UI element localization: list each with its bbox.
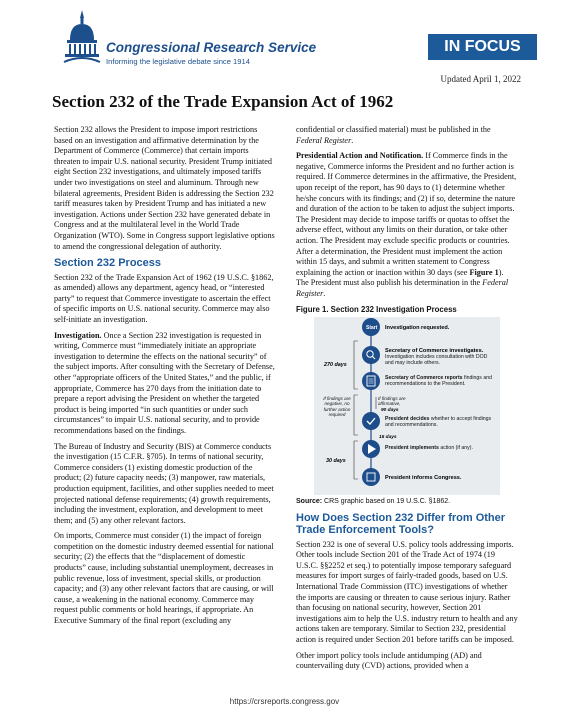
figure-reference: Figure 1 — [469, 267, 499, 277]
source-text: CRS graphic based on 19 U.S.C. §1862. — [322, 498, 451, 506]
footer-url[interactable] — [0, 697, 569, 706]
right-column — [296, 125, 518, 677]
step1-label: Investigation requested. — [385, 325, 450, 332]
negative-note-wrap — [320, 396, 354, 424]
process-diagram — [296, 317, 518, 495]
decide-node — [362, 412, 380, 430]
figure-source — [296, 497, 518, 508]
step5-desc — [385, 445, 497, 451]
continuation-end: . — [351, 135, 354, 145]
continuation-text: confidential or classified material) must be published in the — [296, 125, 491, 134]
presidential-label: Presidential Action and Notification. — [296, 151, 424, 161]
start-label: Start — [366, 325, 378, 332]
source-label: Source: — [296, 498, 323, 506]
days-90-label: 90 days — [381, 408, 399, 414]
in-focus-badge: IN FOCUS — [428, 34, 537, 60]
left-column — [54, 125, 276, 632]
days-15-label: 15 days — [379, 435, 397, 441]
capitol-dome-icon — [62, 8, 102, 68]
footer-link[interactable]: https://crsreports.congress.gov — [229, 697, 340, 706]
implement-node — [362, 440, 380, 458]
inform-node — [362, 468, 380, 486]
presidential-paragraph — [296, 151, 518, 299]
org-tagline: Informing the legislative debate since 1914 — [106, 57, 250, 66]
section-heading-differ: How Does Section 232 Differ from Other Trade Enforcement Tools? — [296, 511, 506, 537]
step3-text: findings and recommendations to the President. — [385, 375, 492, 388]
investigation-text: Once a Section 232 investigation is requested in writing, Commerce must “immediately initiate an appropriate investigation to determine the effects on the national security” of the subject imports. After consulting with the Secretary of Defense, other “appropriate officers of the United States,” and the public, if appropriate, Commerce has 270 days from the initiation date to prepare a report advising the President on whether the targeted product is being imported “in such quantities or under such circumstances” to impair U.S. national security, and to provide recommendations based on the findings. — [54, 330, 275, 435]
step4-label: President decides — [385, 416, 430, 423]
investigation-label: Investigation. — [54, 330, 102, 340]
section-heading-process: Section 232 Process — [54, 257, 162, 270]
step2-label: Secretary of Commerce investigates. — [385, 348, 484, 355]
affirmative-note: If findings are affirmative, — [378, 396, 406, 407]
investigate-node — [362, 346, 380, 364]
page-title: Section 232 of the Trade Expansion Act of 1962 — [52, 92, 394, 111]
step5-label: President implements — [385, 445, 439, 452]
bis-paragraph: The Bureau of Industry and Security (BIS) at Commerce conducts the investigation (15 C.F.R. §705). In terms of national security, Commerce considers (1) existing domestic production of the product; (2) future capacity needs; (3) manpower, raw materials, production equipment, facilities, and other supplies needed to meet projected national defense requirements; (4) growth requirements, including the investment, exploration, and development to meet them; and (5) any other relevant factors. — [54, 441, 274, 525]
step3-desc — [385, 375, 497, 387]
continuation-paragraph — [296, 125, 518, 146]
step5-wrap — [385, 445, 497, 455]
step4-wrap — [385, 416, 497, 432]
report-header — [0, 0, 569, 92]
step5-text: action (if any). — [438, 445, 473, 452]
negative-note: If findings are negative, no further action required — [323, 396, 351, 418]
imports-paragraph: On imports, Commerce must consider (1) the impact of foreign competition on the domestic industry deemed essential for national security; (2) the effects that the “displacement of domestic products” cause, including substantial unemployment, decreases in public revenue, loss of investment, special skills, or production capacity; and (3) any other relevant factors that are causing, or will cause, a weakening in the national economy. Commerce may request public comments or hold hearings, if appropriate. An Executive Summary of the final report (excluding any — [54, 531, 274, 626]
step4-desc — [385, 416, 497, 428]
presidential-text-2: ). The President must also publish his determination in the — [296, 267, 504, 288]
other-tools-paragraph: Other import policy tools include antidumping (AD) and countervailing duty (CVD) actions, provided when a — [296, 650, 482, 671]
step3-wrap — [385, 375, 497, 391]
report-node — [362, 372, 380, 390]
step6-label: President informs Congress. — [385, 475, 462, 482]
process-figure — [296, 317, 518, 495]
presidential-end: . — [323, 288, 326, 298]
presidential-text: If Commerce finds in the negative, Commerce informs the President and no further action is required. If Commerce determines in the affirmative, the President, upon receipt of the report, has 90 days to (1) determine whether he/she concurs with its findings; and (2) if so, determine the nature and duration of the action to be taken to adjust the subject imports. The President may decide to impose tariffs or quotas to offset the adverse effect, without any limits on their duration, or take other action. The President may exclude specific products or countries. After a determination, the President must implement the action within 15 days, and submit a written statement to Congress explaining the action or inaction within 30 days (see — [296, 151, 517, 277]
updated-date: Updated April 1, 2022 — [440, 74, 521, 84]
step2-desc: Investigation includes consultation with DOD and may include others. — [385, 354, 488, 367]
federal-register-italic-2: Federal Register — [296, 278, 509, 298]
figure-title: Figure 1. Section 232 Investigation Process — [296, 304, 457, 314]
step2-desc-wrap — [385, 354, 497, 370]
investigation-paragraph — [54, 331, 276, 437]
federal-register-italic: Federal Register — [296, 135, 352, 145]
process-paragraph: Section 232 of the Trade Expansion Act of 1962 (19 U.S.C. §1862, as amended) allows any department, agency head, or “interested party” to request that Commerce investigate to ascertain the effect of specific imports on U.S. national security. Commerce may also self-initiate an investigation. — [54, 272, 274, 324]
step4-text: whether to accept findings and recommendations. — [385, 416, 492, 429]
intro-paragraph: Section 232 allows the President to impose import restrictions based on an investigation and affirmative determination by the Department of Commerce (Commerce) that certain imports threaten to impair U.S. national security. President Trump initiated eight Section 232 investigations, and ultimately imposed tariffs under two investigations on steel and aluminum. Through new bilateral agreements, President Biden is addressing the Section 232 tariff measures taken by President Trump and has initiated a new investigation. Actions under Section 232 have generated debate in Congress and at the multilateral level in the World Trade Organization (WTO). Some in Congress support legislative options to amend the congressional delegation of authority. — [54, 125, 275, 251]
days-30-label: 30 days — [326, 458, 346, 465]
differ-paragraph: Section 232 is one of several U.S. policy tools addressing imports. Other tools include Section 201 of the Trade Act of 1974 (19 U.S.C. §§2252 et seq.) to potentially impose temporary safeguard measures for import surges of fairly-traded goods, based on U.S. International Trade Commission (ITC) investigations of whether the imports are causing or threaten to cause serious injury. Rather than focusing on national security, however, Section 201 investigations aim to help the U.S. industry return to health and any actions taken are temporary. Similar to Section 232, presidential action is required under Section 201 before tariffs can be imposed. — [296, 539, 518, 645]
days-270-label: 270 days — [324, 362, 347, 369]
step3-label: Secretary of Commerce reports — [385, 375, 463, 382]
org-name: Congressional Research Service — [106, 40, 317, 55]
